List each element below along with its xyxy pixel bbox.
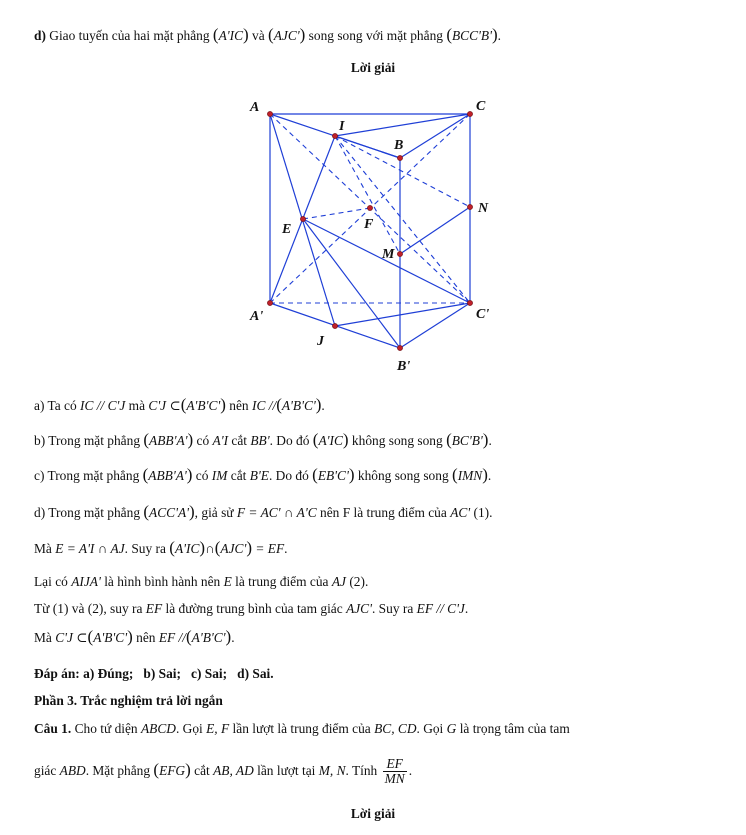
part-d-statement: d) Giao tuyến của hai mặt phẳng (A'IC) và (AJC') song song với mặt phẳng (BCC'B'). [34,25,501,44]
label-C-prime: C' [476,307,490,322]
label-I: I [339,119,345,134]
section-3-title: Phần 3. Trắc nghiệm trả lời ngắn [34,693,223,708]
label-F: F [364,217,374,232]
solution-g: Từ (1) và (2), suy ra EF là đường trung bình của tam giác AJC'. Suy ra EF // C'J. [34,601,469,616]
label-N: N [478,201,489,216]
solution-c: c) Trong mặt phẳng (ABB'A') có IM cắt B'E. Do đó (EB'C') không song song (IMN). [34,465,492,484]
label-A: A [250,100,260,115]
label-A-prime: A' [250,309,264,324]
solution-e: Mà E = A'I ∩ AJ. Suy ra (A'IC)∩(AJC') = EF. [34,538,288,557]
solution-d: d) Trong mặt phẳng (ACC'A'), giả sử F = AC' ∩ A'C nên F là trung điểm của AC' (1). [34,502,493,521]
label-B-prime: B' [397,359,411,374]
label-B: B [394,138,404,153]
prism-figure [0,88,746,378]
solution-f: Lại có AIJA' là hình bình hành nên E là trung điểm của AJ (2). [34,574,369,589]
label-E: E [282,222,292,237]
answer-line: Đáp án: a) Đúng; b) Sai; c) Sai; d) Sai. [34,666,274,681]
question-1-line2: giác ABD. Mặt phẳng (EFG) cắt AB, AD lần lượt tại M, N. Tính $\frac{EF}{MN}$ . [34,756,413,787]
label-M: M [382,247,395,262]
label-J: J [317,334,324,349]
solution-title-2: Lời giải [350,806,396,821]
solution-h: Mà C'J ⊂(A'B'C') nên EF //(A'B'C'). [34,627,235,646]
solution-title: Lời giải [350,60,396,75]
question-1-line1: Câu 1. Cho tứ diện ABCD. Gọi E, F lần lượt là trung điểm của BC, CD. Gọi G là trọng tâm của tam [34,721,570,736]
fraction-ef-mn: $\frac{EF}{MN}$ [384,756,405,787]
solution-b: b) Trong mặt phẳng (ABB'A') có A'I cắt BB'. Do đó (A'IC) không song song (BC'B'). [34,430,492,449]
solution-a: a) Ta có IC // C'J mà C'J ⊂(A'B'C') nên IC //(A'B'C'). [34,395,325,414]
label-C: C [476,99,486,114]
